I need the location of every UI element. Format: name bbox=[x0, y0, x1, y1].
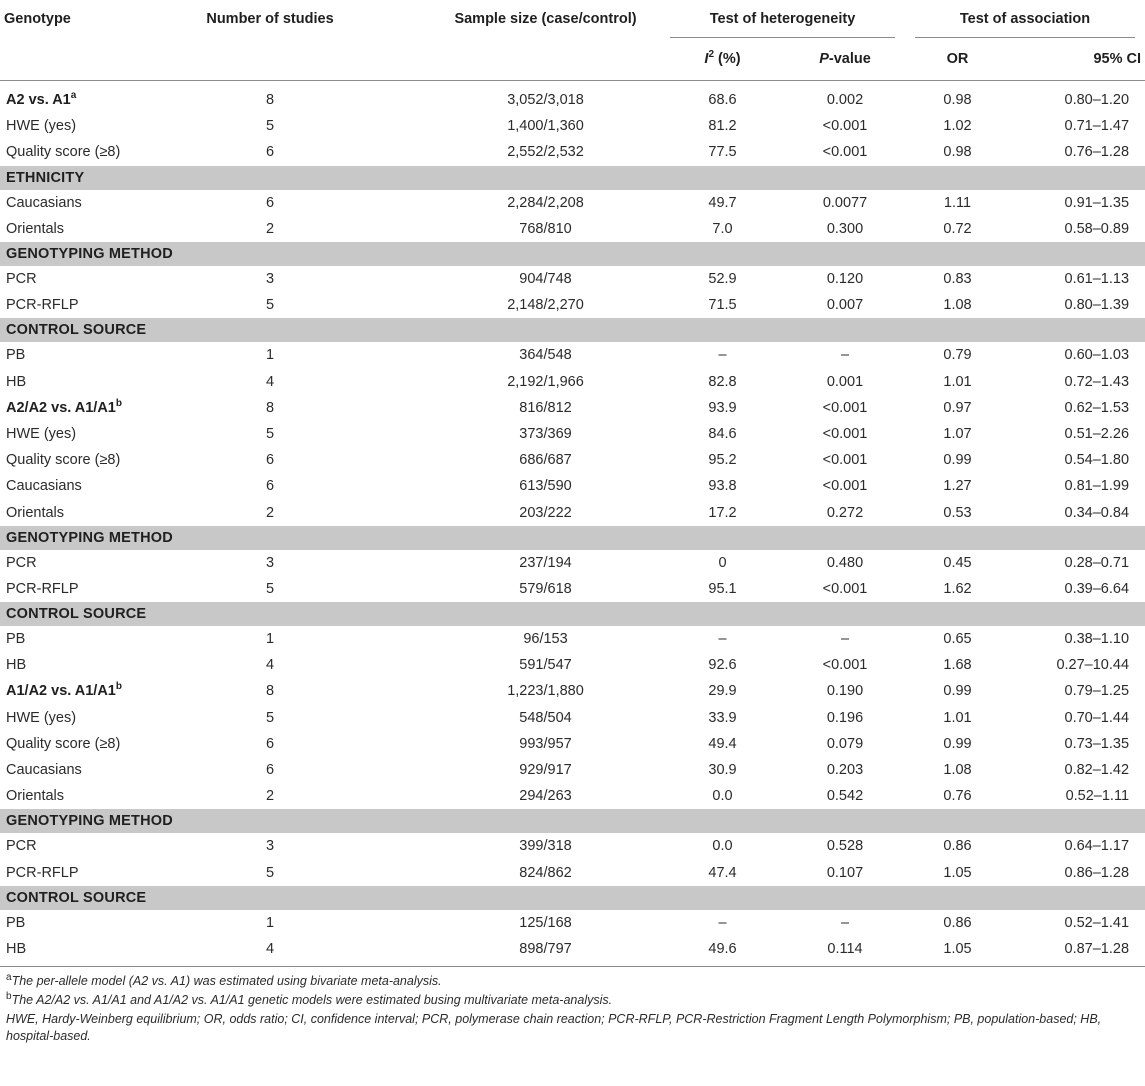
section-label: CONTROL SOURCE bbox=[0, 602, 1145, 626]
cell-sample-size: 364/548 bbox=[519, 347, 572, 364]
cell-number-of-studies: 8 bbox=[265, 92, 275, 109]
cell-sample-size: 686/687 bbox=[519, 452, 572, 469]
cell-or: 1.68 bbox=[943, 657, 972, 674]
cell-or: 1.62 bbox=[943, 580, 972, 597]
cell-95-ci: 0.70–1.44 bbox=[1064, 709, 1130, 726]
cell-95-ci: 0.60–1.03 bbox=[1064, 347, 1130, 364]
cell-genotype: Quality score (≥8) bbox=[6, 144, 121, 161]
cell-95-ci: 0.80–1.20 bbox=[1064, 92, 1130, 109]
cell-sample-size: 96/153 bbox=[523, 631, 568, 648]
footnote-marker: a bbox=[70, 90, 77, 102]
header-test-of-association: Test of association bbox=[905, 0, 1145, 38]
cell-sample-size: 591/547 bbox=[519, 657, 572, 674]
cell-genotype: PCR-RFLP bbox=[6, 297, 79, 314]
section-label: GENOTYPING METHOD bbox=[0, 526, 1145, 550]
cell-number-of-studies: 5 bbox=[265, 425, 275, 442]
i2-superscript: 2 bbox=[708, 49, 714, 61]
cell-number-of-studies: 6 bbox=[265, 194, 275, 211]
cell-sample-size: 993/957 bbox=[519, 735, 572, 752]
table-row bbox=[0, 499, 1145, 525]
cell-genotype: PB bbox=[6, 631, 26, 648]
table-row bbox=[0, 910, 1145, 936]
footnote-abbreviations: HWE, Hardy-Weinberg equilibrium; OR, odds ratio; CI, confidence interval; PCR, polymerase chain reaction; PCR-RFLP, PCR-Restriction Fragment Length Polymorphism; PB, population-based; HB, hospital-based. bbox=[6, 1012, 1102, 1044]
cell-number-of-studies: 5 bbox=[265, 864, 275, 881]
cell-i2: 49.6 bbox=[660, 936, 785, 967]
cell-i2: 33.9 bbox=[708, 709, 737, 726]
cell-p-value: 0.079 bbox=[826, 735, 864, 752]
cell-number-of-studies: 1 bbox=[265, 347, 275, 364]
header-95-ci: 95% CI bbox=[1010, 38, 1145, 81]
genotype-label: A2/A2 vs. A1/A1 bbox=[6, 399, 116, 416]
cell-sample-size: 399/318 bbox=[519, 838, 572, 855]
cell-p-value: 0.002 bbox=[826, 92, 864, 109]
cell-p-value: 0.542 bbox=[826, 788, 864, 805]
cell-95-ci: 0.91–1.35 bbox=[1064, 194, 1130, 211]
p-suffix: -value bbox=[828, 51, 871, 67]
cell-i2: 0.0 bbox=[712, 838, 733, 855]
cell-sample-size: 2,192/1,966 bbox=[507, 373, 584, 390]
cell-genotype bbox=[0, 395, 185, 421]
cell-sample-size: 2,552/2,532 bbox=[507, 144, 584, 161]
cell-95-ci: 0.34–0.84 bbox=[1064, 504, 1130, 521]
cell-p-value: 0.120 bbox=[826, 271, 864, 288]
genotype-label: A2 vs. A1 bbox=[6, 92, 71, 109]
cell-number-of-studies: 2 bbox=[265, 504, 275, 521]
table-row bbox=[0, 369, 1145, 395]
cell-i2: 95.2 bbox=[708, 452, 737, 469]
model-row bbox=[0, 81, 1145, 114]
table-row bbox=[0, 447, 1145, 473]
cell-p-value: 0.300 bbox=[826, 220, 864, 237]
cell-95-ci: 0.87–1.28 bbox=[1010, 936, 1145, 967]
cell-or: 0.98 bbox=[943, 92, 972, 109]
cell-genotype: PCR bbox=[6, 554, 37, 571]
cell-p-value: <0.001 bbox=[822, 478, 868, 495]
cell-or: 1.01 bbox=[943, 373, 972, 390]
cell-or: 0.86 bbox=[943, 914, 972, 931]
cell-i2: 84.6 bbox=[708, 425, 737, 442]
cell-number-of-studies: 6 bbox=[265, 144, 275, 161]
cell-95-ci: 0.61–1.13 bbox=[1064, 271, 1130, 288]
footnote-a bbox=[6, 973, 1139, 990]
header-i2 bbox=[660, 38, 785, 81]
cell-genotype: Orientals bbox=[6, 220, 65, 237]
cell-number-of-studies: 2 bbox=[265, 220, 275, 237]
cell-genotype: HB bbox=[0, 936, 185, 967]
cell-number-of-studies: 4 bbox=[265, 657, 275, 674]
cell-or: 1.08 bbox=[943, 762, 972, 779]
table-row bbox=[0, 860, 1145, 886]
table-row bbox=[0, 576, 1145, 602]
section-label: GENOTYPING METHOD bbox=[0, 809, 1145, 833]
cell-i2: 0 bbox=[718, 554, 727, 571]
cell-i2: 95.1 bbox=[708, 580, 737, 597]
cell-genotype: Orientals bbox=[6, 504, 65, 521]
i2-suffix: (%) bbox=[714, 51, 741, 67]
cell-genotype: PCR-RFLP bbox=[6, 580, 79, 597]
cell-i2: 81.2 bbox=[708, 118, 737, 135]
cell-sample-size: 898/797 bbox=[355, 936, 660, 967]
table-row bbox=[0, 626, 1145, 652]
cell-95-ci: 0.79–1.25 bbox=[1064, 683, 1130, 700]
section-row bbox=[0, 809, 1145, 833]
cell-genotype: Caucasians bbox=[6, 478, 82, 495]
table-body bbox=[0, 81, 1145, 967]
table-row bbox=[0, 473, 1145, 499]
cell-95-ci: 0.64–1.17 bbox=[1064, 838, 1130, 855]
cell-i2: 93.8 bbox=[708, 478, 737, 495]
cell-or: 0.79 bbox=[943, 347, 972, 364]
cell-or: 1.27 bbox=[943, 478, 972, 495]
cell-number-of-studies: 6 bbox=[265, 478, 275, 495]
cell-or: 1.01 bbox=[943, 709, 972, 726]
cell-i2: – bbox=[718, 914, 727, 931]
table-row bbox=[0, 113, 1145, 139]
cell-number-of-studies: 1 bbox=[265, 914, 275, 931]
cell-p-value: 0.0077 bbox=[822, 194, 868, 211]
cell-95-ci: 0.86–1.28 bbox=[1064, 864, 1130, 881]
table-row bbox=[0, 833, 1145, 859]
cell-number-of-studies: 3 bbox=[265, 271, 275, 288]
cell-sample-size: 824/862 bbox=[519, 864, 572, 881]
footnote-b-text: The A2/A2 vs. A1/A1 and A1/A2 vs. A1/A1 genetic models were estimated busing multivariate meta-analysis. bbox=[11, 993, 613, 1008]
section-label: CONTROL SOURCE bbox=[0, 318, 1145, 342]
cell-genotype: PB bbox=[6, 347, 26, 364]
cell-number-of-studies: 6 bbox=[265, 735, 275, 752]
cell-95-ci: 0.62–1.53 bbox=[1064, 399, 1130, 416]
cell-p-value: <0.001 bbox=[822, 399, 868, 416]
cell-or: 0.99 bbox=[943, 735, 972, 752]
table-row bbox=[0, 731, 1145, 757]
footnotes bbox=[0, 967, 1145, 1045]
cell-number-of-studies: 1 bbox=[265, 631, 275, 648]
cell-95-ci: 0.27–10.44 bbox=[1056, 657, 1130, 674]
table-header bbox=[0, 0, 1145, 81]
cell-p-value: 0.190 bbox=[826, 683, 864, 700]
table-row bbox=[0, 783, 1145, 809]
cell-sample-size: 294/263 bbox=[519, 788, 572, 805]
cell-i2: 49.7 bbox=[708, 194, 737, 211]
cell-number-of-studies: 6 bbox=[265, 762, 275, 779]
cell-or: 0.98 bbox=[943, 144, 972, 161]
cell-p-value: 0.203 bbox=[826, 762, 864, 779]
cell-genotype: Caucasians bbox=[6, 762, 82, 779]
cell-sample-size: 373/369 bbox=[519, 425, 572, 442]
cell-genotype: PCR-RFLP bbox=[6, 864, 79, 881]
cell-95-ci: 0.54–1.80 bbox=[1064, 452, 1130, 469]
cell-p-value: <0.001 bbox=[822, 144, 868, 161]
cell-sample-size: 203/222 bbox=[519, 504, 572, 521]
section-row bbox=[0, 318, 1145, 342]
header-number-of-studies: Number of studies bbox=[206, 11, 334, 27]
footnote-a-text: The per-allele model (A2 vs. A1) was estimated using bivariate meta-analysis. bbox=[11, 974, 442, 989]
cell-95-ci: 0.81–1.99 bbox=[1064, 478, 1130, 495]
cell-number-of-studies: 2 bbox=[265, 788, 275, 805]
cell-sample-size: 1,223/1,880 bbox=[507, 683, 584, 700]
cell-or: 0.53 bbox=[943, 504, 972, 521]
cell-or: 0.65 bbox=[943, 631, 972, 648]
cell-95-ci: 0.72–1.43 bbox=[1064, 373, 1130, 390]
cell-p-value: 0.114 bbox=[785, 936, 905, 967]
cell-p-value: 0.007 bbox=[826, 297, 864, 314]
section-row bbox=[0, 242, 1145, 266]
cell-i2: – bbox=[718, 631, 727, 648]
cell-p-value: 0.001 bbox=[826, 373, 864, 390]
cell-number-of-studies: 5 bbox=[265, 118, 275, 135]
cell-i2: 30.9 bbox=[708, 762, 737, 779]
cell-genotype bbox=[0, 678, 185, 704]
cell-95-ci: 0.38–1.10 bbox=[1064, 631, 1130, 648]
cell-genotype: HB bbox=[6, 657, 27, 674]
model-row bbox=[0, 395, 1145, 421]
table-row bbox=[0, 652, 1145, 678]
cell-95-ci: 0.73–1.35 bbox=[1064, 735, 1130, 752]
cell-p-value: <0.001 bbox=[822, 118, 868, 135]
cell-p-value: 0.480 bbox=[826, 554, 864, 571]
cell-p-value: <0.001 bbox=[822, 580, 868, 597]
cell-or: 1.05 bbox=[943, 864, 972, 881]
cell-i2: 93.9 bbox=[708, 399, 737, 416]
cell-sample-size: 816/812 bbox=[519, 399, 572, 416]
cell-sample-size: 125/168 bbox=[519, 914, 572, 931]
table-row bbox=[0, 266, 1145, 292]
cell-or: 0.86 bbox=[943, 838, 972, 855]
cell-genotype: Orientals bbox=[6, 788, 65, 805]
cell-number-of-studies: 5 bbox=[265, 297, 275, 314]
cell-sample-size: 2,284/2,208 bbox=[507, 194, 584, 211]
cell-number-of-studies: 4 bbox=[185, 936, 355, 967]
cell-sample-size: 1,400/1,360 bbox=[507, 118, 584, 135]
header-blank bbox=[0, 38, 185, 81]
cell-p-value: 0.196 bbox=[826, 709, 864, 726]
table-row bbox=[0, 190, 1145, 216]
cell-95-ci: 0.58–0.89 bbox=[1064, 220, 1130, 237]
cell-genotype: Quality score (≥8) bbox=[6, 452, 121, 469]
cell-or: 0.97 bbox=[943, 399, 972, 416]
cell-i2: 29.9 bbox=[708, 683, 737, 700]
section-row bbox=[0, 166, 1145, 190]
cell-sample-size: 929/917 bbox=[519, 762, 572, 779]
section-label: GENOTYPING METHOD bbox=[0, 242, 1145, 266]
cell-95-ci: 0.39–6.64 bbox=[1064, 580, 1130, 597]
cell-or: 1.11 bbox=[943, 194, 972, 211]
cell-p-value: – bbox=[840, 914, 850, 931]
header-or: OR bbox=[905, 38, 1010, 81]
cell-number-of-studies: 5 bbox=[265, 580, 275, 597]
cell-genotype: HWE (yes) bbox=[6, 709, 77, 726]
cell-95-ci: 0.28–0.71 bbox=[1064, 554, 1130, 571]
cell-genotype: PB bbox=[6, 914, 26, 931]
cell-i2: 68.6 bbox=[708, 92, 737, 109]
cell-sample-size: 768/810 bbox=[519, 220, 572, 237]
table-row bbox=[0, 342, 1145, 368]
header-blank bbox=[185, 38, 355, 81]
section-row bbox=[0, 602, 1145, 626]
table-row bbox=[0, 216, 1145, 242]
cell-i2: 0.0 bbox=[712, 788, 733, 805]
cell-or: 1.02 bbox=[943, 118, 972, 135]
cell-genotype: HB bbox=[6, 373, 27, 390]
cell-95-ci: 0.52–1.41 bbox=[1064, 914, 1130, 931]
cell-95-ci: 0.82–1.42 bbox=[1064, 762, 1130, 779]
cell-genotype: HWE (yes) bbox=[6, 118, 77, 135]
table-row bbox=[0, 292, 1145, 318]
cell-i2: 77.5 bbox=[708, 144, 737, 161]
cell-i2: 52.9 bbox=[708, 271, 737, 288]
cell-i2: 71.5 bbox=[708, 297, 737, 314]
footnote-marker: b bbox=[115, 397, 122, 409]
cell-i2: 92.6 bbox=[708, 657, 737, 674]
cell-number-of-studies: 5 bbox=[265, 709, 275, 726]
table-row bbox=[0, 550, 1145, 576]
cell-p-value: <0.001 bbox=[822, 425, 868, 442]
cell-or: 1.08 bbox=[943, 297, 972, 314]
cell-i2: 17.2 bbox=[708, 504, 737, 521]
header-p-value bbox=[785, 38, 905, 81]
section-label: CONTROL SOURCE bbox=[0, 886, 1145, 910]
header-genotype: Genotype bbox=[4, 11, 71, 27]
footnote-a-mark: a bbox=[6, 971, 12, 983]
table-row bbox=[0, 705, 1145, 731]
cell-95-ci: 0.51–2.26 bbox=[1064, 425, 1130, 442]
cell-p-value: 0.528 bbox=[826, 838, 864, 855]
header-sample-size: Sample size (case/control) bbox=[454, 11, 637, 27]
cell-i2: 82.8 bbox=[708, 373, 737, 390]
cell-sample-size: 237/194 bbox=[519, 554, 572, 571]
genotype-label: A1/A2 vs. A1/A1 bbox=[6, 683, 116, 700]
cell-i2: – bbox=[718, 347, 727, 364]
cell-p-value: <0.001 bbox=[822, 657, 868, 674]
table-row bbox=[0, 757, 1145, 783]
section-label: ETHNICITY bbox=[0, 166, 1145, 190]
cell-number-of-studies: 4 bbox=[265, 373, 275, 390]
cell-i2: 7.0 bbox=[712, 220, 733, 237]
header-blank bbox=[355, 38, 660, 81]
cell-95-ci: 0.76–1.28 bbox=[1064, 144, 1130, 161]
cell-i2: 49.4 bbox=[708, 735, 737, 752]
cell-number-of-studies: 6 bbox=[265, 452, 275, 469]
cell-or: 0.83 bbox=[943, 271, 972, 288]
cell-p-value: <0.001 bbox=[822, 452, 868, 469]
cell-genotype: HWE (yes) bbox=[6, 425, 77, 442]
cell-p-value: – bbox=[840, 631, 850, 648]
cell-genotype: Quality score (≥8) bbox=[6, 735, 121, 752]
p-letter: P bbox=[819, 51, 829, 67]
cell-sample-size: 3,052/3,018 bbox=[507, 92, 584, 109]
cell-number-of-studies: 3 bbox=[265, 838, 275, 855]
model-row bbox=[0, 678, 1145, 704]
cell-sample-size: 613/590 bbox=[519, 478, 572, 495]
table-row bbox=[0, 936, 1145, 967]
cell-or: 1.05 bbox=[905, 936, 1010, 967]
cell-or: 0.99 bbox=[943, 683, 972, 700]
cell-95-ci: 0.80–1.39 bbox=[1064, 297, 1130, 314]
cell-or: 0.76 bbox=[943, 788, 972, 805]
footnote-b-mark: b bbox=[6, 990, 12, 1002]
cell-genotype: Caucasians bbox=[6, 194, 82, 211]
cell-p-value: 0.272 bbox=[826, 504, 864, 521]
cell-or: 0.45 bbox=[943, 554, 972, 571]
cell-number-of-studies: 8 bbox=[265, 399, 275, 416]
cell-95-ci: 0.71–1.47 bbox=[1064, 118, 1130, 135]
cell-sample-size: 2,148/2,270 bbox=[507, 297, 584, 314]
cell-number-of-studies: 8 bbox=[265, 683, 275, 700]
cell-sample-size: 579/618 bbox=[519, 580, 572, 597]
cell-p-value: 0.107 bbox=[826, 864, 864, 881]
cell-number-of-studies: 3 bbox=[265, 554, 275, 571]
table-row bbox=[0, 421, 1145, 447]
cell-95-ci: 0.52–1.11 bbox=[1065, 788, 1130, 805]
section-row bbox=[0, 886, 1145, 910]
section-row bbox=[0, 526, 1145, 550]
footnote-marker: b bbox=[115, 681, 122, 693]
cell-sample-size: 548/504 bbox=[519, 709, 572, 726]
footnote-b bbox=[6, 992, 1139, 1009]
cell-or: 0.99 bbox=[943, 452, 972, 469]
header-test-of-heterogeneity: Test of heterogeneity bbox=[660, 0, 905, 38]
cell-genotype: PCR bbox=[6, 838, 37, 855]
cell-or: 0.72 bbox=[943, 220, 972, 237]
cell-sample-size: 904/748 bbox=[519, 271, 572, 288]
cell-i2: 47.4 bbox=[708, 864, 737, 881]
i2-letter: I bbox=[704, 51, 709, 67]
cell-or: 1.07 bbox=[943, 425, 972, 442]
cell-p-value: – bbox=[840, 347, 850, 364]
cell-genotype: PCR bbox=[6, 271, 37, 288]
cell-genotype bbox=[0, 81, 185, 114]
table-row bbox=[0, 139, 1145, 165]
